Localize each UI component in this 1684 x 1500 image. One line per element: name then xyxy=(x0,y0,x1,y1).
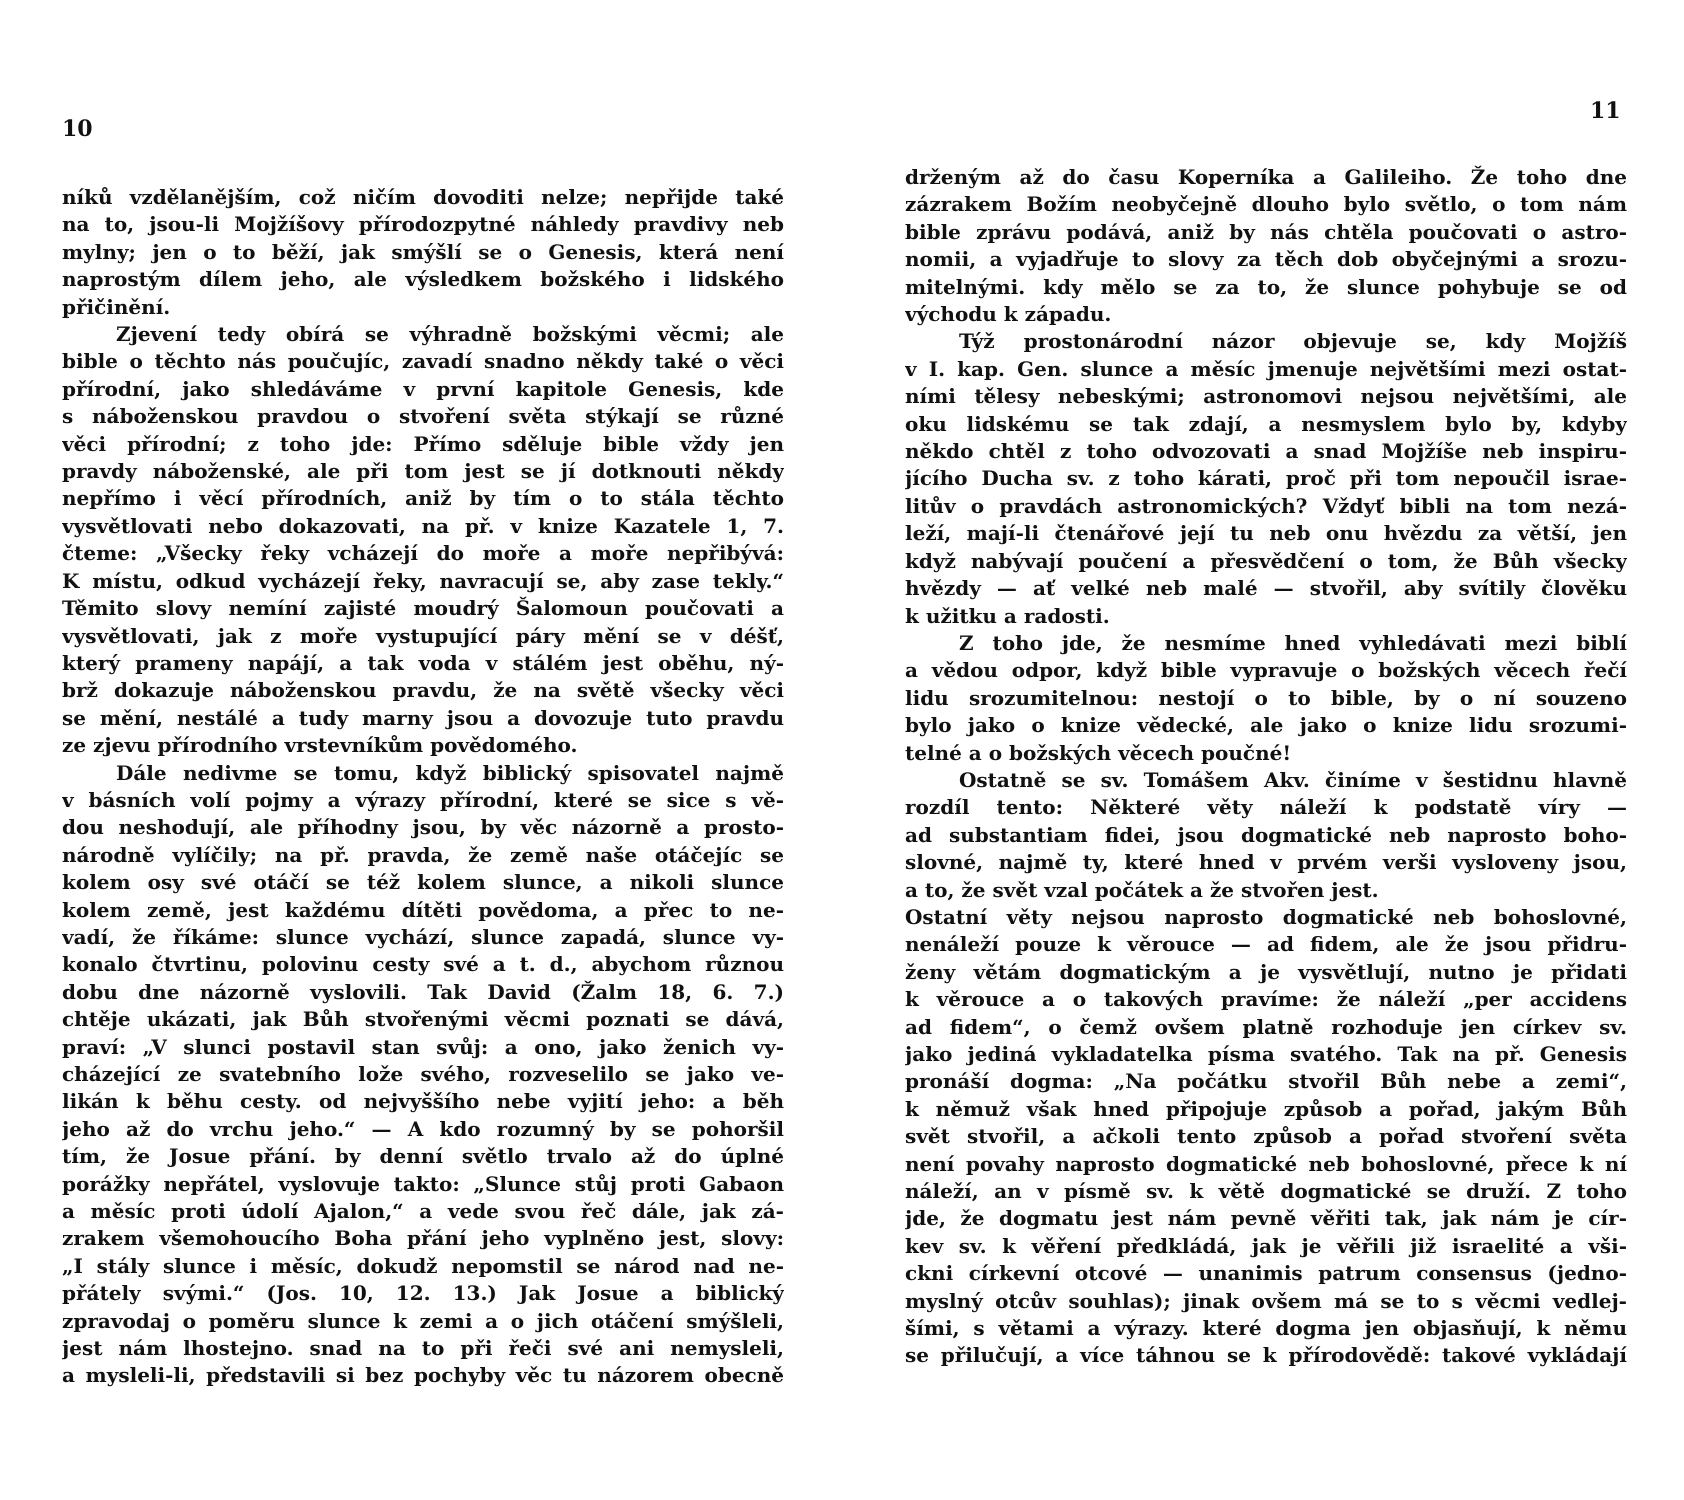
text-line: nepřímo i věcí přírodních, aniž by tím o to stála těchto xyxy=(62,486,784,511)
text-line: Dále nedivme se tomu, když biblický spisovatel najmě xyxy=(116,760,784,785)
text-line: Ostatní věty nejsou naprosto dogmatické neb bohoslovné, xyxy=(905,904,1627,929)
text-line: šími, s větami a výrazy. které dogma jen objasňují, k němu xyxy=(905,1316,1627,1341)
left-page-number: 10 xyxy=(62,116,93,142)
text-line: zpravodaj o poměru slunce k zemi a o jich otáčení smýšleli, xyxy=(62,1308,784,1333)
right-text-column xyxy=(905,164,1627,1370)
text-line: k němuž však hned připojuje způsob a pořad, jakým Bůh xyxy=(905,1096,1627,1121)
text-line: porážky nepřátel, vyslovuje takto: „Slunce stůj proti Gabaon xyxy=(62,1171,784,1196)
text-line: ními tělesy nebeskými; astronomovi nejsou největšími, ale xyxy=(905,384,1627,409)
text-line: a to, že svět vzal počátek a že stvořen jest. xyxy=(905,877,1379,902)
text-line: litův o pravdách astronomických? Vždyť bibli na tom nezá- xyxy=(905,493,1627,518)
text-line: telné a o božských věcech poučné! xyxy=(905,740,1292,765)
text-line: níků vzdělanějším, což ničím dovoditi nelze; nepřijde také xyxy=(62,185,784,209)
text-line: s náboženskou pravdou o stvoření světa stýkají se různé xyxy=(62,404,784,429)
text-line: jde, že dogmatu jest nám pevně věřiti tak, jak nám je cír- xyxy=(905,1206,1627,1231)
text-line: kolem země, jest každému dítěti povědoma, a přec to ne- xyxy=(62,897,784,922)
text-line: vysvětlovati nebo dokazovati, na př. v knize Kazatele 1, 7. xyxy=(62,513,784,538)
text-line: Těmito slovy nemíní zajisté moudrý Šalomoun poučovati a xyxy=(62,596,784,621)
text-line: leží, mají-li čtenářové její tu neb onu hvězdu za větší, jen xyxy=(905,521,1627,546)
text-line: mitelnými. kdy mělo se za to, že slunce pohybuje se od xyxy=(905,274,1627,299)
text-line: a mysleli-li, představili si bez pochyby věc tu názorem obecně xyxy=(62,1363,784,1388)
text-line: zrakem všemohoucího Boha přání jeho vyplněno jest, slovy: xyxy=(62,1226,784,1251)
text-line: K místu, odkud vycházejí řeky, navracují se, aby zase tekly.“ xyxy=(62,568,784,593)
text-line: „I stály slunce i měsíc, dokudž nepomstil se národ nad ne- xyxy=(62,1253,784,1278)
right-page-number: 11 xyxy=(1590,98,1621,124)
text-line: přírodní, jako shledáváme v první kapitole Genesis, kde xyxy=(62,376,784,401)
text-line: vadí, že říkáme: slunce vychází, slunce zapadá, slunce vy- xyxy=(62,924,784,949)
text-line: se přilučují, a více táhnou se k přírodovědě: takové vykládají xyxy=(905,1343,1627,1368)
text-line: v básních volí pojmy a výrazy přírodní, které se sice s vě- xyxy=(62,787,784,812)
text-line: chtěje ukázati, jak Bůh stvořenými věcmi poznati se dává, xyxy=(62,1007,784,1032)
text-line: jeho až do vrchu jeho.“ — A kdo rozumný by se pohoršil xyxy=(62,1116,784,1141)
text-line: bylo jako o knize vědecké, ale jako o knize lidu srozumi- xyxy=(905,713,1627,738)
text-line: oku lidskému se tak zdají, a nesmyslem bylo by, kdyby xyxy=(905,411,1627,436)
text-line: dobu dne názorně vyslovili. Tak David (Žalm 18, 6. 7.) xyxy=(62,979,784,1004)
text-line: když nabývají poučení a přesvědčení o tom, že Bůh všecky xyxy=(905,548,1627,573)
text-line: bible zprávu podává, aniž by nás chtěla poučovati o astro- xyxy=(905,219,1627,244)
text-line: Ostatně se sv. Tomášem Akv. činíme v šestidnu hlavně xyxy=(959,767,1627,792)
text-line: ze zjevu přírodního vrstevníkům povědomého. xyxy=(62,733,578,758)
text-line: nomii, a vyjadřuje to slovy za těch dob obyčejnými a srozu- xyxy=(905,247,1627,272)
text-line: někdo chtěl z toho odvozovati a snad Mojžíše neb inspiru- xyxy=(905,439,1627,464)
text-line: k věrouce a o takových pravíme: že náleží „per accidens xyxy=(905,987,1627,1012)
text-line: konalo čtvrtinu, polovinu cesty své a t. d., abychom různou xyxy=(62,952,784,977)
text-line: ad substantiam fidei, jsou dogmatické neb naprosto boho- xyxy=(905,822,1627,847)
text-line: přičinění. xyxy=(62,294,171,319)
text-line: Týž prostonárodní názor objevuje se, kdy Mojžíš xyxy=(959,329,1627,354)
text-line: rozdíl tento: Některé věty náleží k podstatě víry — xyxy=(905,795,1627,820)
text-line: Zjevení tedy obírá se výhradně božskými věcmi; ale xyxy=(116,322,784,347)
text-line: se mění, nestálé a tudy marny jsou a dovozuje tuto pravdu xyxy=(62,705,784,730)
text-line: vysvětlovati, jak z moře vystupující páry mění se v déšť, xyxy=(62,623,784,648)
text-line: v I. kap. Gen. slunce a měsíc jmenuje největšími mezi ostat- xyxy=(905,356,1627,381)
text-line: Z toho jde, že nesmíme hned vyhledávati mezi biblí xyxy=(959,630,1627,655)
text-line: likán k běhu cesty. od nejvyššího nebe vyjití jeho: a běh xyxy=(62,1089,784,1114)
text-line: mylny; jen o to běží, jak smýšlí se o Genesis, která není xyxy=(62,239,784,264)
text-line: východu k západu. xyxy=(905,302,1112,327)
text-line: národně vylíčily; na př. pravda, že země naše otáčejíc se xyxy=(62,842,784,867)
text-line: nenáleží pouze k věrouce — ad fidem, ale že jsou přidru- xyxy=(905,932,1627,957)
text-line: zázrakem Božím neobyčejně dlouho bylo světlo, o tom nám xyxy=(905,192,1627,217)
text-line: cházející ze svatebního lože svého, rozveselilo se jako ve- xyxy=(62,1062,784,1086)
text-line: myslný otcův souhlas); jinak ovšem má se to s věcmi vedlej- xyxy=(905,1288,1627,1313)
text-line: kolem osy své otáčí se též kolem slunce, a nikoli slunce xyxy=(62,870,784,895)
text-line: brž dokazuje náboženskou pravdu, že na světě všecky věci xyxy=(62,678,784,703)
text-line: jícího Ducha sv. z toho kárati, proč při tom nepoučil israe- xyxy=(905,466,1627,491)
text-line: kev sv. k věření předkládá, jak je věřili již israelité a vši- xyxy=(905,1233,1627,1258)
text-line: drženým až do času Koperníka a Galileiho. Že toho dne xyxy=(905,165,1627,189)
text-line: k užitku a radosti. xyxy=(905,603,1110,628)
text-line: věci přírodní; z toho jde: Přímo sděluje bible vždy jen xyxy=(62,431,784,456)
text-line: ckni církevní otcové — unanimis patrum consensus (jedno- xyxy=(905,1261,1627,1286)
text-line: který prameny napájí, a tak voda v stálém jest oběhu, ný- xyxy=(62,650,784,675)
text-line: dou neshodují, ale příhodny jsou, by věc názorně a prosto- xyxy=(62,815,784,840)
text-line: naprostým dílem jeho, ale výsledkem božského i lidského xyxy=(62,267,784,292)
text-line: jako jediná vykladatelka písma svatého. Tak na př. Genesis xyxy=(905,1042,1627,1066)
text-line: a měsíc proti údolí Ajalon,“ a vede svou řeč dále, jak zá- xyxy=(62,1199,784,1224)
text-line: pronáší dogma: „Na počátku stvořil Bůh nebe a zemi“, xyxy=(905,1069,1627,1094)
text-line: náleží, an v písmě sv. k větě dogmatické se druží. Z toho xyxy=(905,1179,1627,1204)
text-line: pravdy náboženské, ale při tom jest se jí dotknouti někdy xyxy=(62,459,784,484)
text-line: tím, že Josue přání. by denní světlo trvalo až do úplné xyxy=(62,1144,784,1169)
text-line: slovné, najmě ty, které hned v prvém verši vysloveny jsou, xyxy=(905,850,1627,875)
text-line: na to, jsou-li Mojžíšovy přírodozpytné náhledy pravdivy neb xyxy=(62,212,784,237)
text-line: a vědou odpor, když bible vypravuje o božských věcech řečí xyxy=(905,658,1627,683)
left-text-column xyxy=(62,184,784,1390)
text-line: není povahy naprosto dogmatické neb bohoslovné, přece k ní xyxy=(905,1151,1627,1176)
text-line: ženy větám dogmatickým a je vysvětlují, nutno je přidati xyxy=(905,959,1627,984)
text-line: jest nám lhostejno. snad na to při řeči své ani nemysleli, xyxy=(62,1336,784,1361)
text-line: přátely svými.“ (Jos. 10, 12. 13.) Jak Josue a biblický xyxy=(62,1281,784,1306)
text-line: čteme: „Všecky řeky vcházejí do moře a moře nepřibývá: xyxy=(62,541,784,566)
text-line: svět stvořil, a ačkoli tento způsob a pořad stvoření světa xyxy=(905,1124,1627,1149)
text-line: praví: „V slunci postavil stan svůj: a ono, jako ženich vy- xyxy=(62,1034,784,1059)
text-line: hvězdy — ať velké neb malé — stvořil, aby svítily člověku xyxy=(905,576,1627,601)
text-line: lidu srozumitelnou: nestojí o to bible, by o ní souzeno xyxy=(905,685,1627,710)
text-line: bible o těchto nás poučujíc, zavadí snadno někdy také o věci xyxy=(62,349,784,374)
text-line: ad fidem“, o čemž ovšem platně rozhoduje jen církev sv. xyxy=(905,1014,1627,1039)
